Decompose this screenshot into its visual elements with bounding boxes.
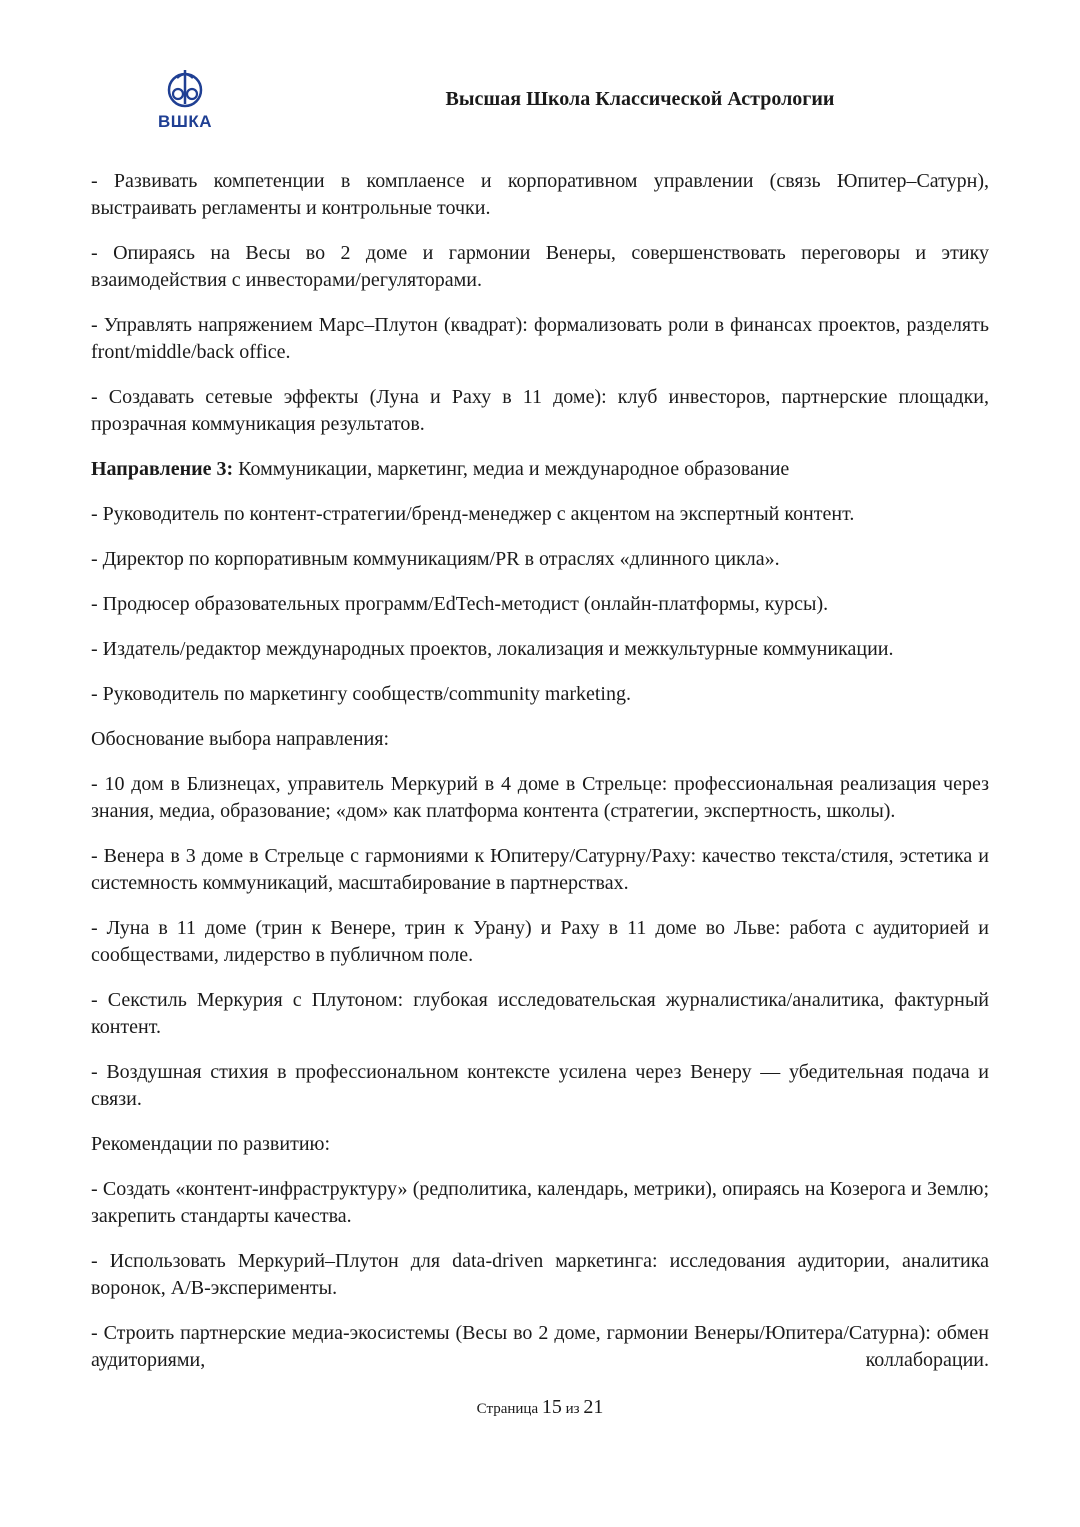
paragraph: - Создать «контент-инфраструктуру» (редполитика, календарь, метрики), опираясь на Козерога и Землю; закрепить стандарты качества. [91,1178,989,1227]
page-number: 15 [541,1396,562,1418]
paragraph: - Руководитель по маркетингу сообществ/community marketing. [91,683,631,705]
paragraph: - Продюсер образовательных программ/EdTech-методист (онлайн-платформы, курсы). [91,593,829,615]
paragraph: - Воздушная стихия в профессиональном контексте усилена через Венеру — убедительная подача и связи. [91,1061,989,1110]
direction-label: Направление 3: [91,458,234,480]
paragraph: - Луна в 11 доме (трин к Венере, трин к Урану) и Раху в 11 доме во Льве: работа с аудиторией и сообществами, лидерство в публичном поле. [91,917,989,966]
paragraph: - Опираясь на Весы во 2 доме и гармонии Венеры, совершенствовать переговоры и этику взаимодействия с инвесторами/регуляторами. [91,242,989,291]
paragraph: - Секстиль Меркурия с Плутоном: глубокая исследовательская журналистика/аналитика, фактурный контент. [91,989,989,1038]
school-emblem-icon [163,66,207,110]
page-sep: из [565,1401,580,1417]
section-label: Рекомендации по развитию: [91,1133,331,1155]
direction-text: Коммуникации, маркетинг, медиа и международное образование [233,458,790,480]
paragraph: - Руководитель по контент-стратегии/бренд-менеджер с акцентом на экспертный контент. [91,503,855,525]
paragraph: - Строить партнерские медиа-экосистемы (Весы во 2 доме, гармонии Венеры/Юпитера/Сатурна): обмен аудиториями, коллаборации. [91,1322,989,1371]
paragraph: - Издатель/редактор международных проектов, локализация и межкультурные коммуникации. [91,638,894,660]
page-prefix: Страница [476,1401,539,1417]
direction-heading [91,456,989,483]
school-logo [150,66,220,132]
document-header-title: Высшая Школа Классической Астрологии [445,88,835,110]
paragraph: - Управлять напряжением Марс–Плутон (квадрат): формализовать роли в финансах проектов, разделять front/middle/back office. [91,314,989,363]
page-footer [0,1396,1080,1419]
paragraph: - Использовать Меркурий–Плутон для data-driven маркетинга: исследования аудитории, аналитика воронок, A/B-эксперименты. [91,1250,989,1299]
logo-text: ВШКА [157,112,212,131]
page-content [91,168,989,1392]
paragraph: - Развивать компетенции в комплаенсе и корпоративном управлении (связь Юпитер–Сатурн), выстраивать регламенты и контрольные точки. [91,170,989,219]
section-label: Обоснование выбора направления: [91,728,390,750]
paragraph: - 10 дом в Близнецах, управитель Меркурий в 4 доме в Стрельце: профессиональная реализация через знания, медиа, образование; «дом» как платформа контента (стратегии, экспертность, школы). [91,773,989,822]
paragraph: - Создавать сетевые эффекты (Луна и Раху в 11 доме): клуб инвесторов, партнерские площадки, прозрачная коммуникация результатов. [91,386,989,435]
paragraph: - Венера в 3 доме в Стрельце с гармониями к Юпитеру/Сатурну/Раху: качество текста/стиля, эстетика и системность коммуникаций, масштабирование в партнерствах. [91,845,989,894]
paragraph: - Директор по корпоративным коммуникациям/PR в отраслях «длинного цикла». [91,548,780,570]
page-total: 21 [583,1396,604,1418]
